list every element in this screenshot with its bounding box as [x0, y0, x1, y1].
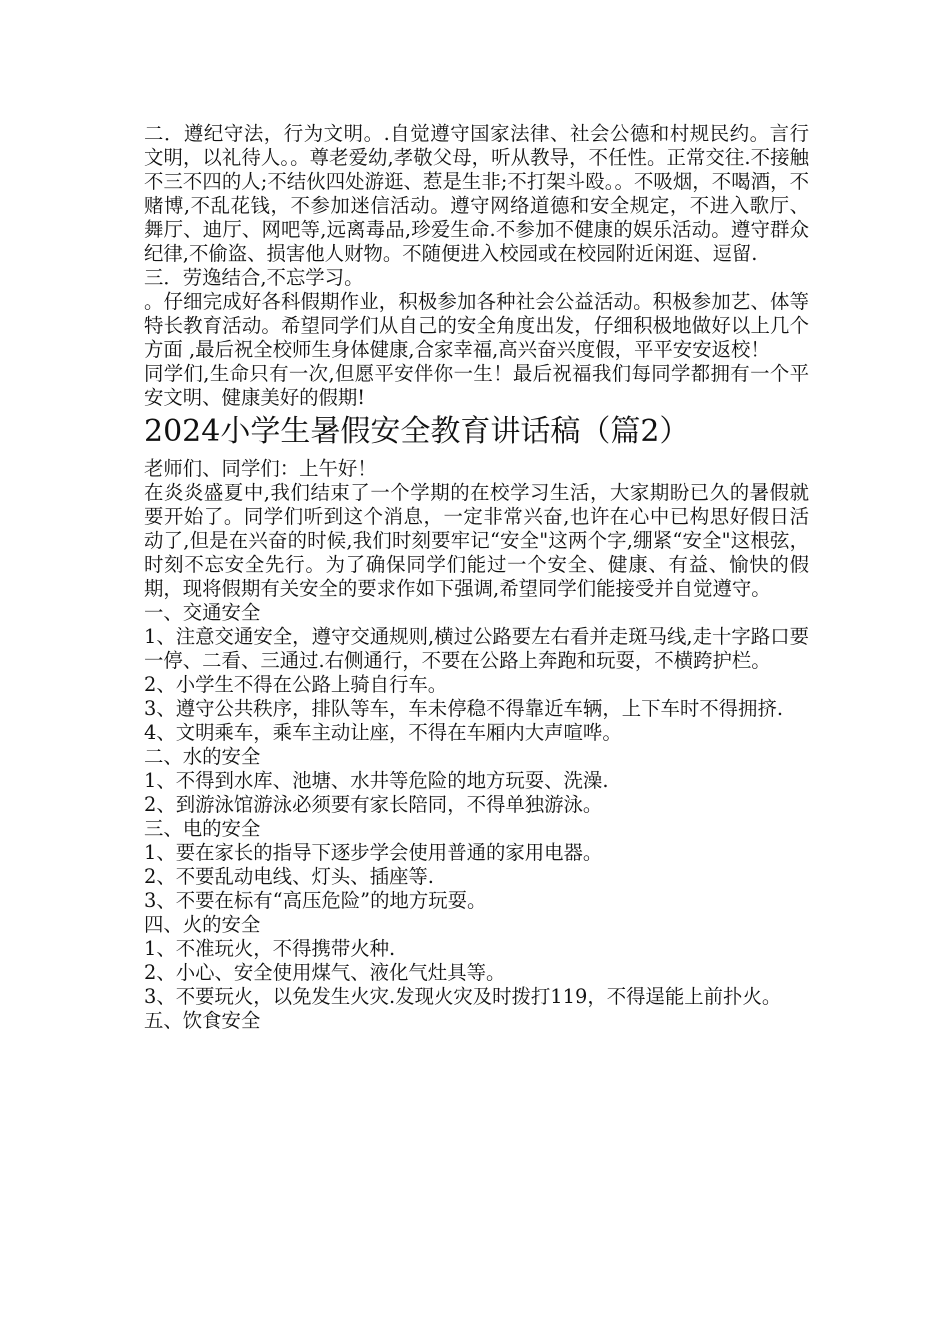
subheading: 一、交通安全 [144, 601, 261, 624]
list-item: 3、遵守公共秩序，排队等车，车未停稳不得靠近车辆，上下车时不得拥挤. [144, 697, 783, 720]
list-item: 1、不准玩火，不得携带火种. [144, 937, 396, 960]
section-heading: 2024小学生暑假安全教育讲话稿（篇2） [144, 414, 690, 449]
paragraph: 二．遵纪守法，行为文明。.自觉遵守国家法律、社会公德和村规民约。言行文明，以礼待人。。尊老爱幼,孝敬父母，听从教导，不任性。正常交往.不接触不三不四的人;不结伙四处游逛、惹是生非;不打架斗殴。。不吸烟，不喝酒，不赌博,不乱花钱，不参加迷信活动。遵守网络道德和安全规定，不进入歌厅、舞厅、迪厅、网吧等,远离毒品,珍爱生命.不参加不健康的娱乐活动。遵守群众纪律,不偷盗、损害他人财物。不随便进入校园或在校园附近闲逛、逗留. [144, 122, 809, 265]
list-item: 2、不要乱动电线、灯头、插座等. [144, 865, 434, 888]
list-item: 1、要在家长的指导下逐步学会使用普通的家用电器。 [144, 841, 603, 864]
paragraph: 老师们、同学们：上午好！ [144, 457, 377, 480]
list-item: 1、注意交通安全，遵守交通规则,横过公路要左右看并走斑马线,走十字路口要一停、二看、三通过.右侧通行，不要在公路上奔跑和玩耍，不横跨护栏。 [144, 625, 809, 672]
list-item: 4、文明乘车，乘车主动让座，不得在车厢内大声喧哗。 [144, 721, 622, 744]
subheading: 四、火的安全 [144, 913, 261, 936]
list-item: 3、不要在标有“高压危险”的地方玩耍。 [144, 889, 487, 912]
list-item: 3、不要玩火，以免发生火灾.发现火灾及时拨打119，不得逞能上前扑火。 [144, 985, 782, 1008]
list-item: 2、到游泳馆游泳必须要有家长陪同，不得单独游泳。 [144, 793, 603, 816]
list-item: 1、不得到水库、池塘、水井等危险的地方玩耍、洗澡. [144, 769, 609, 792]
section-2 [144, 457, 809, 1033]
document-page [144, 122, 809, 1033]
subheading: 五、饮食安全 [144, 1009, 261, 1032]
list-item: 2、小心、安全使用煤气、液化气灶具等。 [144, 961, 506, 984]
paragraph: 在炎炎盛夏中,我们结束了一个学期的在校学习生活，大家期盼已久的暑假就要开始了。同学们听到这个消息，一定非常兴奋,也许在心中已构思好假日活动了,但是在兴奋的时候,我们时刻要牢记“安全"这两个字,绷紧“安全"这根弦，时刻不忘安全先行。为了确保同学们能过一个安全、健康、有益、愉快的假期，现将假期有关安全的要求作如下强调,希望同学们能接受并自觉遵守。 [144, 481, 809, 600]
paragraph: 同学们,生命只有一次,但愿平安伴你一生！最后祝福我们每同学都拥有一个平安文明、健康美好的假期! [144, 362, 809, 409]
paragraph: 。仔细完成好各科假期作业，积极参加各种社会公益活动。积极参加艺、体等特长教育活动。希望同学们从自己的安全角度出发，仔细积极地做好以上几个方面 ,最后祝全校师生身体健康,合家幸福,高兴奋兴度假，平平安安返校！ [144, 290, 809, 361]
subheading: 二、水的安全 [144, 745, 261, 768]
section-1 [144, 122, 809, 410]
subheading: 三、电的安全 [144, 817, 261, 840]
list-item: 2、小学生不得在公路上骑自行车。 [144, 673, 448, 696]
paragraph: 三．劳逸结合,不忘学习。 [144, 266, 364, 289]
